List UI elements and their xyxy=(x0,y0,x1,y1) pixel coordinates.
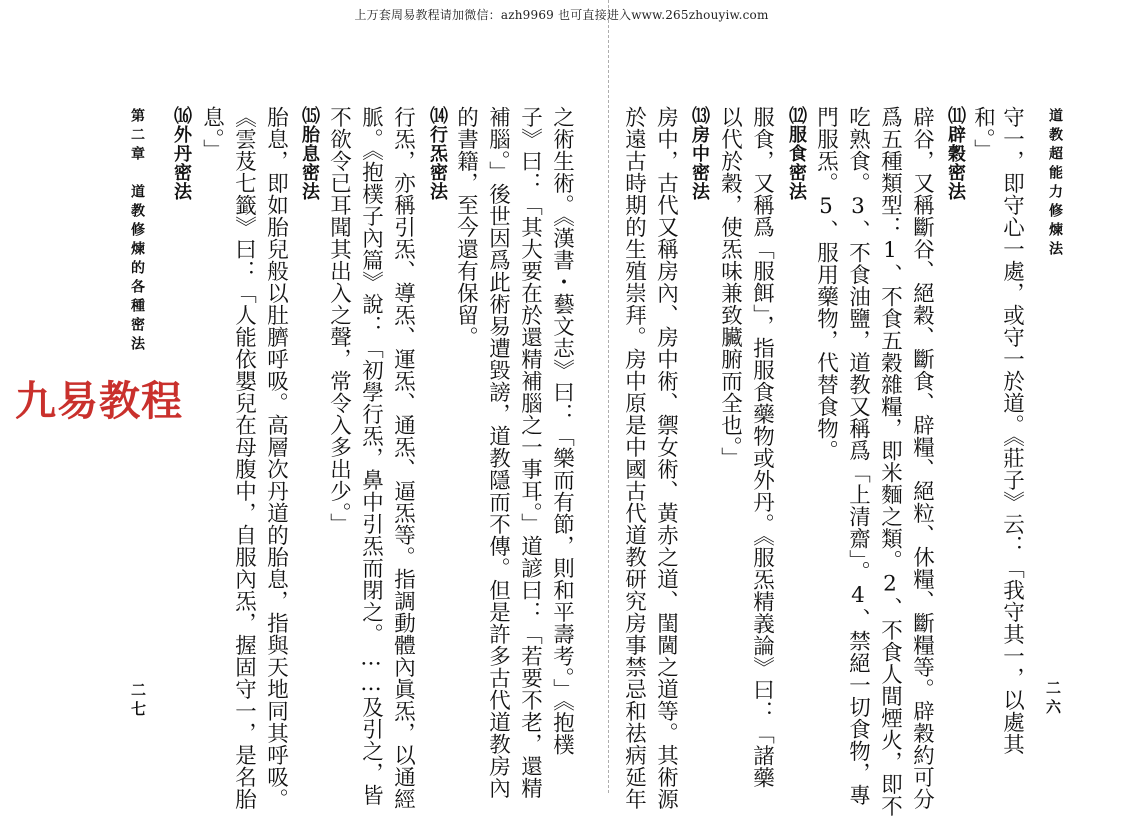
right-col-7: 門服炁。5、服用藥物，代替食物。 xyxy=(813,106,839,462)
banner-text: 上万套周易教程请加微信：azh9969 也可直接进入www.265zhouyiw.com xyxy=(354,8,769,22)
right-col-2: 和。」 xyxy=(970,106,996,162)
left-col-1: 之術生術。《漢書・藝文志》曰：「樂而有節，則和平壽考。」《抱樸 xyxy=(549,106,575,756)
page-gutter xyxy=(608,0,610,793)
left-col-12: 息。」 xyxy=(199,106,225,162)
section-heading-16: ⒃外丹密法 xyxy=(171,106,192,201)
right-col-12: 房中，古代又稱房內、房中術、禦女術、黃赤之道、閨閫之道等。其術源 xyxy=(653,106,679,810)
right-col-4: 辟谷，又稱斷谷、絕穀、斷食、辟糧、絕粒、休糧、斷糧等。辟穀約可分 xyxy=(909,106,935,810)
page-number-right: 二六 xyxy=(1044,680,1062,718)
running-head-right: 道教超能力修煉法 xyxy=(1047,108,1063,260)
left-col-2: 子》曰：「其大要在於還精補腦之一事耳。」道諺曰：「若要不老，還精 xyxy=(517,106,543,800)
section-heading-13: ⒀房中密法 xyxy=(689,106,710,201)
left-col-7: 脈。《抱樸子內篇》說：「初學行炁，鼻中引炁而閉之。……及引之，皆 xyxy=(358,106,384,807)
right-col-1: 守一，即守心一處，或守一於道。《莊子》云：「我守其一，以處其 xyxy=(999,106,1025,756)
page-number-left: 二七 xyxy=(129,682,147,720)
right-col-5: 爲五種類型：1、不食五穀雜糧，即米麵之類。2、不食人間煙火，即不 xyxy=(877,106,903,817)
left-col-3: 補腦。」後世因爲此術易遭毀謗，道教隱而不傳。但是許多古代道教房內 xyxy=(485,106,511,800)
right-col-9: 服食，又稱爲「服餌」，指服食藥物或外丹。《服炁精義論》曰：「諸藥 xyxy=(749,106,775,789)
left-col-4: 的書籍，至今還有保留。 xyxy=(453,106,479,348)
section-heading-15: ⒂胎息密法 xyxy=(299,106,320,201)
section-heading-11: ⑾辟穀密法 xyxy=(945,106,966,201)
right-col-6: 吃熟食。3、不食油鹽，道教又稱爲「上清齋」。4、禁絕一切食物，專 xyxy=(845,106,871,807)
right-col-13: 於遠古時期的生殖崇拜。房中原是中國古代道教研究房事禁忌和祛病延年 xyxy=(621,106,647,810)
section-heading-14: ⒁行炁密法 xyxy=(427,106,448,201)
running-head-left: 第二章 道教修煉的各種密法 xyxy=(129,108,145,355)
left-col-11: 《雲芨七籤》曰：「人能依嬰兒在母腹中，自服內炁，握固守一，是名胎 xyxy=(231,106,257,810)
right-col-10: 以代於穀，使炁味兼致臟腑而全也。」 xyxy=(717,106,743,470)
left-col-8: 不欲令已耳聞其出入之聲，常令入多出少。」 xyxy=(326,106,352,536)
section-heading-12: ⑿服食密法 xyxy=(786,106,807,201)
watermark-logo: 九易教程 xyxy=(15,377,183,425)
left-col-6: 行炁，亦稱引炁、導炁、運炁、通炁、逼炁等。指調動體內眞炁，以通經 xyxy=(390,106,416,810)
left-col-10: 胎息，即如胎兒般以肚臍呼吸。高層次丹道的胎息，指與天地同其呼吸。 xyxy=(263,106,289,810)
